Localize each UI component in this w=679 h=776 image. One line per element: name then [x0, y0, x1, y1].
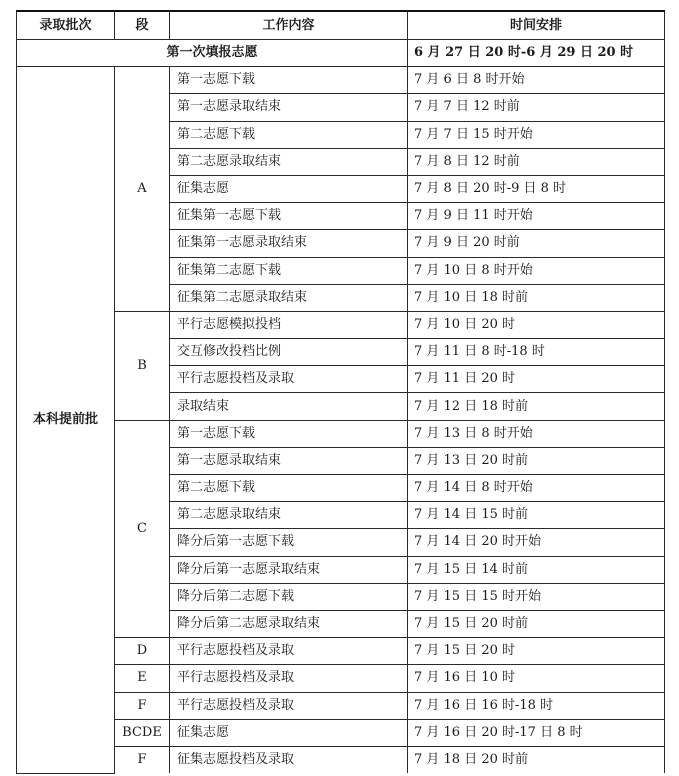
time-cell: 7 月 15 日 14 时前 [408, 556, 665, 583]
task-cell: 第一志愿下载 [170, 67, 408, 94]
task-cell: 交互修改投档比例 [170, 339, 408, 366]
time-cell: 7 月 15 日 15 时开始 [408, 583, 665, 610]
header-row [17, 11, 665, 40]
time-cell: 7 月 7 日 12 时前 [408, 94, 665, 121]
table-row [17, 638, 665, 665]
first-round-label: 第一次填报志愿 [17, 40, 408, 67]
task-cell: 降分后第一志愿下载 [170, 529, 408, 556]
table-row [17, 311, 665, 338]
time-cell: 7 月 15 日 20 时前 [408, 610, 665, 637]
task-cell: 降分后第二志愿下载 [170, 583, 408, 610]
task-cell: 征集志愿 [170, 175, 408, 202]
first-round-row [17, 40, 665, 67]
table-row [17, 746, 665, 773]
time-cell: 7 月 16 日 16 时-18 时 [408, 692, 665, 719]
task-cell: 平行志愿模拟投档 [170, 311, 408, 338]
time-cell: 7 月 9 日 11 时开始 [408, 203, 665, 230]
time-cell: 7 月 10 日 20 时 [408, 311, 665, 338]
time-cell: 7 月 16 日 10 时 [408, 665, 665, 692]
time-cell: 7 月 6 日 8 时开始 [408, 67, 665, 94]
time-cell: 7 月 14 日 15 时前 [408, 502, 665, 529]
time-cell: 7 月 8 日 20 时-9 日 8 时 [408, 175, 665, 202]
time-cell: 7 月 10 日 8 时开始 [408, 257, 665, 284]
table-row [17, 665, 665, 692]
task-cell: 降分后第一志愿录取结束 [170, 556, 408, 583]
first-round-time: 6 月 27 日 20 时-6 月 29 日 20 时 [408, 40, 665, 67]
task-cell: 第一志愿下载 [170, 420, 408, 447]
task-cell: 征集志愿 [170, 719, 408, 746]
task-cell: 第二志愿下载 [170, 121, 408, 148]
task-cell: 第二志愿下载 [170, 475, 408, 502]
segment-cell: E [115, 665, 170, 692]
time-cell: 7 月 12 日 18 时前 [408, 393, 665, 420]
task-cell: 第二志愿录取结束 [170, 502, 408, 529]
segment-cell: B [115, 311, 170, 420]
time-cell: 7 月 10 日 18 时前 [408, 284, 665, 311]
time-cell: 7 月 14 日 20 时开始 [408, 529, 665, 556]
task-cell: 录取结束 [170, 393, 408, 420]
table-row [17, 692, 665, 719]
task-cell: 第一志愿录取结束 [170, 94, 408, 121]
segment-cell: BCDE [115, 719, 170, 746]
table-body [17, 40, 665, 774]
table-row [17, 67, 665, 94]
header-batch: 录取批次 [17, 11, 115, 40]
task-cell: 征集第一志愿下载 [170, 203, 408, 230]
header-time: 时间安排 [408, 11, 665, 40]
segment-cell: F [115, 692, 170, 719]
time-cell: 7 月 8 日 12 时前 [408, 148, 665, 175]
time-cell: 7 月 18 日 20 时前 [408, 746, 665, 773]
time-cell: 7 月 11 日 20 时 [408, 366, 665, 393]
task-cell: 平行志愿投档及录取 [170, 638, 408, 665]
task-cell: 平行志愿投档及录取 [170, 366, 408, 393]
table-row [17, 420, 665, 447]
task-cell: 降分后第二志愿录取结束 [170, 610, 408, 637]
task-cell: 第一志愿录取结束 [170, 447, 408, 474]
batch-cell: 本科提前批 [17, 67, 115, 773]
table-row [17, 719, 665, 746]
segment-cell: D [115, 638, 170, 665]
time-cell: 7 月 7 日 15 时开始 [408, 121, 665, 148]
segment-cell: C [115, 420, 170, 638]
time-cell: 7 月 15 日 20 时 [408, 638, 665, 665]
segment-cell: F [115, 746, 170, 773]
admission-schedule-table [16, 10, 665, 774]
task-cell: 征集第二志愿下载 [170, 257, 408, 284]
task-cell: 平行志愿投档及录取 [170, 692, 408, 719]
time-cell: 7 月 11 日 8 时-18 时 [408, 339, 665, 366]
header-task: 工作内容 [170, 11, 408, 40]
task-cell: 平行志愿投档及录取 [170, 665, 408, 692]
time-cell: 7 月 9 日 20 时前 [408, 230, 665, 257]
task-cell: 征集第一志愿录取结束 [170, 230, 408, 257]
segment-cell: A [115, 67, 170, 312]
time-cell: 7 月 13 日 8 时开始 [408, 420, 665, 447]
time-cell: 7 月 13 日 20 时前 [408, 447, 665, 474]
task-cell: 征集第二志愿录取结束 [170, 284, 408, 311]
task-cell: 第二志愿录取结束 [170, 148, 408, 175]
header-segment: 段 [115, 11, 170, 40]
time-cell: 7 月 16 日 20 时-17 日 8 时 [408, 719, 665, 746]
time-cell: 7 月 14 日 8 时开始 [408, 475, 665, 502]
task-cell: 征集志愿投档及录取 [170, 746, 408, 773]
